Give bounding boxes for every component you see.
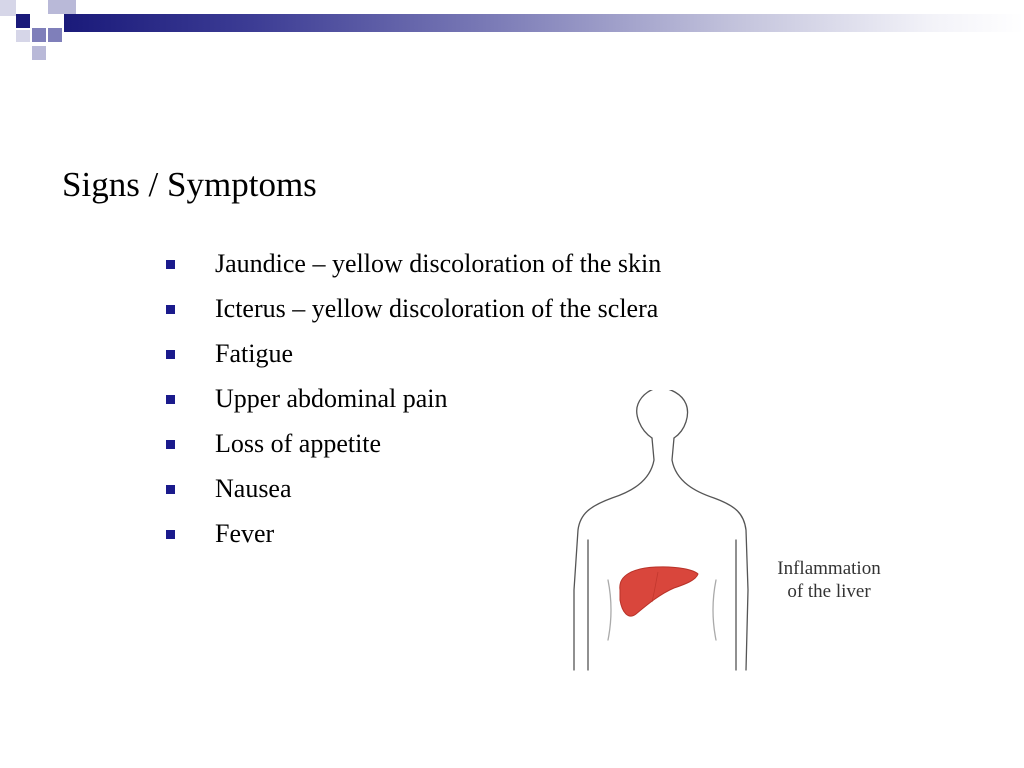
- list-item-text: Jaundice – yellow discoloration of the skin: [215, 249, 662, 278]
- square-bullet-icon: [166, 440, 175, 449]
- header-square-decoration: [48, 0, 62, 14]
- body-outline-icon: [574, 390, 748, 670]
- square-bullet-icon: [166, 395, 175, 404]
- header-gradient-bar: [64, 14, 1024, 32]
- header-square-decoration: [32, 28, 46, 42]
- header-square-decoration: [16, 30, 30, 42]
- header-square-decoration: [32, 46, 46, 60]
- square-bullet-icon: [166, 260, 175, 269]
- square-bullet-icon: [166, 305, 175, 314]
- list-item-text: Fatigue: [215, 339, 293, 368]
- square-bullet-icon: [166, 530, 175, 539]
- body-liver-illustration: [560, 390, 920, 675]
- header-square-decoration: [0, 0, 16, 16]
- header-square-decoration: [16, 14, 30, 28]
- list-item-text: Fever: [215, 519, 275, 548]
- slide-title: Signs / Symptoms: [62, 165, 317, 204]
- square-bullet-icon: [166, 350, 175, 359]
- caption-line: Inflammation: [777, 558, 881, 579]
- list-item-text: Upper abdominal pain: [215, 384, 448, 413]
- header-square-decoration: [62, 0, 76, 14]
- header-square-decoration: [48, 28, 62, 42]
- illustration-caption: [764, 557, 894, 603]
- list-item-text: Icterus – yellow discoloration of the sclera: [215, 294, 659, 323]
- square-bullet-icon: [166, 485, 175, 494]
- list-item-text: Nausea: [215, 474, 292, 503]
- list-item-text: Loss of appetite: [215, 429, 382, 458]
- caption-line: of the liver: [787, 581, 871, 602]
- liver-icon: [620, 567, 698, 616]
